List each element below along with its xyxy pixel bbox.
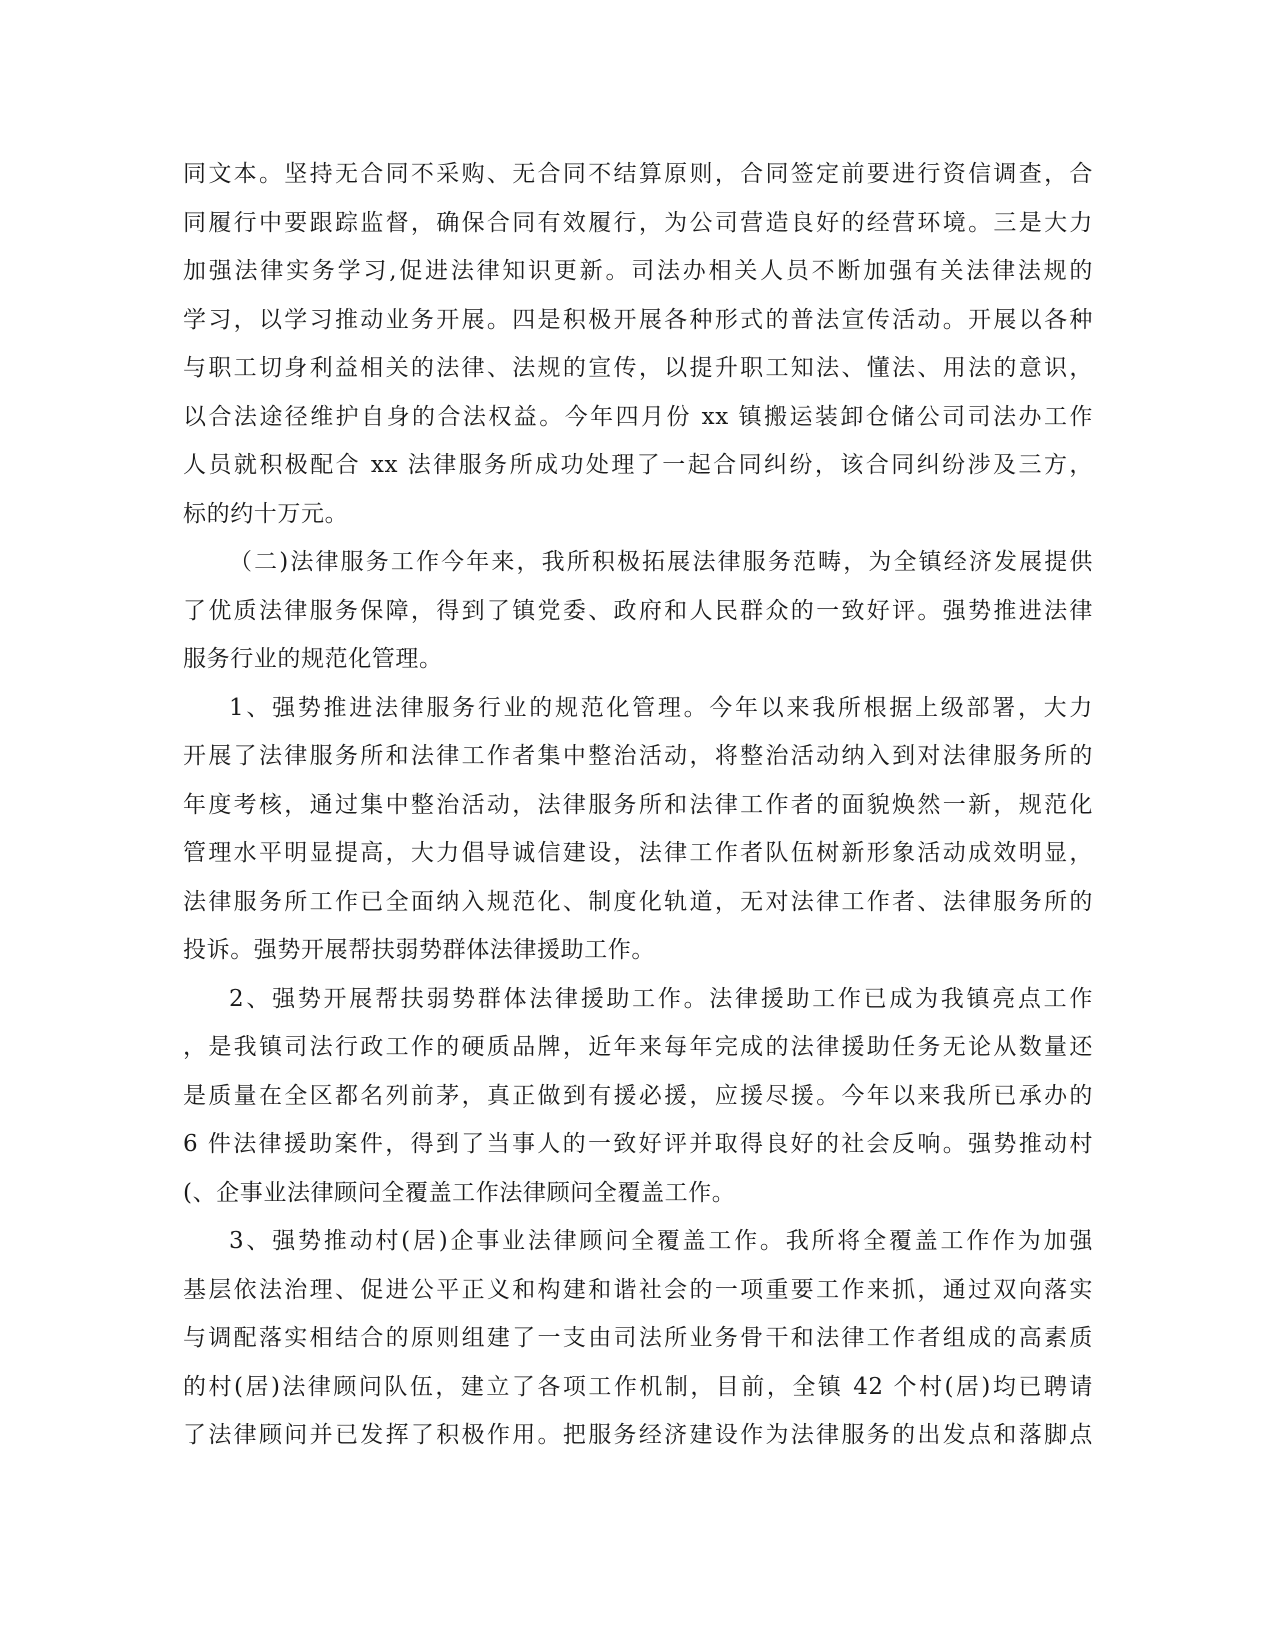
paragraph-first-line: 3、强势推动村(居)企事业法律顾问全覆盖工作。我所将全覆盖工作作为加强 [229, 1228, 1093, 1254]
paragraph-first-line: 1、强势推进法律服务行业的规范化管理。今年以来我所根据上级部署，大力 [229, 694, 1093, 721]
text-line: 是质量在全区都名列前茅，真正做到有援必援，应援尽援。今年以来我所已承办的 [183, 1082, 1093, 1109]
text-line: 学习，以学习推动业务开展。四是积极开展各种形式的普法宣传活动。开展以各种 [183, 306, 1093, 333]
text-line: ，是我镇司法行政工作的硬质品牌，近年来每年完成的法律援助任务无论从数量还 [183, 1034, 1093, 1060]
paragraph-first-line: 2、强势开展帮扶弱势群体法律援助工作。法律援助工作已成为我镇亮点工作 [229, 985, 1093, 1012]
text-line: 投诉。强势开展帮扶弱势群体法律援助工作。 [183, 937, 655, 963]
text-line: 与职工切身利益相关的法律、法规的宣传，以提升职工知法、懂法、用法的意识， [183, 355, 1093, 381]
document-body [183, 150, 1093, 1460]
text-line: 基层依法治理、促进公平正义和构建和谐社会的一项重要工作来抓，通过双向落实 [183, 1276, 1093, 1303]
text-line: 同文本。坚持无合同不采购、无合同不结算原则，合同签定前要进行资信调查，合 [183, 161, 1093, 187]
text-line: 6 件法律援助案件，得到了当事人的一致好评并取得良好的社会反响。强势推动村 [183, 1131, 1093, 1157]
text-line: 标的约十万元。 [183, 500, 349, 527]
text-line: 法律服务所工作已全面纳入规范化、制度化轨道，无对法律工作者、法律服务所的 [183, 888, 1093, 915]
text-line: 年度考核，通过集中整治活动，法律服务所和法律工作者的面貌焕然一新，规范化 [183, 791, 1093, 818]
text-line: 了法律顾问并已发挥了积极作用。把服务经济建设作为法律服务的出发点和落脚点 [183, 1422, 1093, 1448]
text-line: 开展了法律服务所和法律工作者集中整治活动，将整治活动纳入到对法律服务所的 [183, 743, 1093, 769]
text-line: 加强法律实务学习,促进法律知识更新。司法办相关人员不断加强有关法律法规的 [183, 258, 1093, 284]
text-line: 了优质法律服务保障，得到了镇党委、政府和人民群众的一致好评。强势推进法律 [183, 597, 1093, 624]
text-line: 人员就积极配合 xx 法律服务所成功处理了一起合同纠纷，该合同纠纷涉及三方， [183, 452, 1093, 478]
paragraph-first-line: （二)法律服务工作今年来，我所积极拓展法律服务范畴，为全镇经济发展提供 [229, 549, 1093, 575]
text-line: 服务行业的规范化管理。 [183, 646, 443, 672]
text-line: 与调配落实相结合的原则组建了一支由司法所业务骨干和法律工作者组成的高素质 [183, 1325, 1093, 1351]
text-line: 的村(居)法律顾问队伍，建立了各项工作机制，目前，全镇 42 个村(居)均已聘请 [183, 1373, 1093, 1400]
text-line: 同履行中要跟踪监督，确保合同有效履行，为公司营造良好的经营环境。三是大力 [183, 209, 1093, 236]
text-line: (、企事业法律顾问全覆盖工作法律顾问全覆盖工作。 [183, 1179, 736, 1206]
text-line: 管理水平明显提高，大力倡导诚信建设，法律工作者队伍树新形象活动成效明显， [183, 840, 1093, 866]
text-line: 以合法途径维护自身的合法权益。今年四月份 xx 镇搬运装卸仓储公司司法办工作 [183, 403, 1093, 430]
